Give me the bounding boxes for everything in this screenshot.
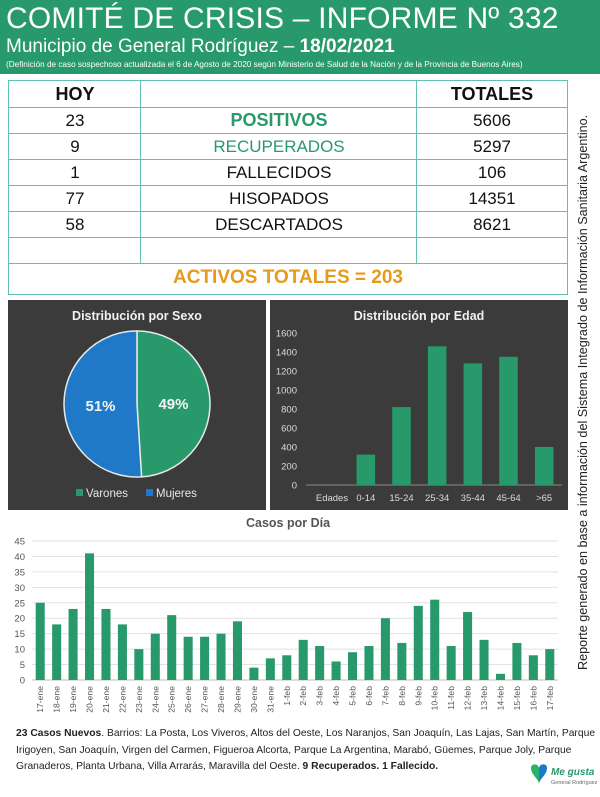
- legend-swatch-varones: [76, 489, 83, 496]
- daily-bar-11-feb: [447, 646, 456, 680]
- hisopados-label: HISOPADOS: [229, 189, 329, 208]
- age-bar-15-24: [392, 407, 411, 485]
- daily-bar-12-feb: [463, 612, 472, 680]
- daily-ytick-label: 0: [19, 675, 25, 687]
- daily-xtick-label: 10-feb: [429, 686, 440, 711]
- source-note-text: Reporte generado en base a información del Sistema Integrado de Información Sanitaria Argentino.: [576, 114, 590, 670]
- daily-xtick-label: 31-ene: [265, 686, 276, 713]
- daily-bar-3-feb: [315, 646, 324, 680]
- fallecidos-total: 106: [477, 163, 507, 182]
- age-bar-35-44: [464, 363, 483, 485]
- daily-bar-17-ene: [36, 603, 45, 680]
- recuperados-total: 5297: [473, 137, 511, 156]
- recuperados-hoy: 9: [70, 137, 80, 156]
- table-divider: [9, 107, 567, 108]
- logo-text: Me gusta: [551, 767, 595, 778]
- daily-bar-24-ene: [151, 634, 160, 680]
- daily-cases-panel: [8, 512, 568, 722]
- daily-bar-17-feb: [545, 649, 554, 680]
- recuperados-label: RECUPERADOS: [213, 137, 345, 156]
- daily-ytick-label: 5: [19, 660, 25, 672]
- recuperados-fallecido: 9 Recuperados. 1 Fallecido.: [302, 761, 439, 773]
- table-divider: [9, 159, 567, 160]
- daily-xtick-label: 23-ene: [133, 686, 144, 713]
- daily-xtick-label: 11-feb: [446, 686, 457, 710]
- daily-bar-23-ene: [134, 649, 143, 680]
- totales-header: TOTALES: [450, 84, 534, 104]
- daily-ytick-label: 10: [14, 644, 25, 656]
- age-x-axis-label: Edades: [315, 493, 349, 504]
- daily-xtick-label: 4-feb: [331, 686, 342, 706]
- table-divider: [9, 237, 567, 238]
- daily-xtick-label: 2-feb: [298, 686, 309, 706]
- descartados-hoy: 58: [65, 215, 85, 234]
- daily-bar-13-feb: [480, 640, 489, 680]
- fallecidos-hoy: 1: [70, 163, 80, 182]
- age-bar-25-34: [428, 346, 447, 485]
- daily-xtick-label: 18-ene: [51, 686, 62, 713]
- table-divider: [9, 263, 567, 264]
- sex-pie-chart: [8, 300, 266, 510]
- daily-bar-chart: [8, 512, 568, 722]
- positivos-hoy: 23: [65, 111, 85, 130]
- daily-xtick-label: 16-feb: [528, 686, 539, 711]
- activos-totales: ACTIVOS TOTALES = 203: [173, 267, 403, 288]
- daily-xtick-label: 30-ene: [248, 686, 259, 713]
- stats-table: [8, 80, 568, 295]
- daily-bar-19-ene: [69, 609, 78, 680]
- daily-bar-21-ene: [101, 609, 110, 680]
- report-date: 18/02/2021: [299, 36, 395, 57]
- age-bar-0-14: [357, 455, 376, 485]
- table-divider: [9, 185, 567, 186]
- age-xtick-label: 35-44: [460, 493, 485, 504]
- sex-chart-title: Distribución por Sexo: [72, 309, 202, 323]
- positivos-label: POSITIVOS: [230, 110, 328, 130]
- age-ytick-label: 200: [281, 461, 297, 473]
- daily-xtick-label: 3-feb: [314, 686, 325, 706]
- age-ytick-label: 1200: [275, 366, 297, 378]
- age-bar-chart: [270, 300, 568, 510]
- fallecidos-label: FALLECIDOS: [226, 163, 332, 182]
- age-ytick-label: 0: [291, 480, 297, 492]
- daily-bar-9-feb: [414, 606, 423, 680]
- hisopados-total: 14351: [468, 189, 516, 208]
- daily-xtick-label: 15-feb: [511, 686, 522, 711]
- daily-bar-26-ene: [184, 637, 193, 680]
- daily-ytick-label: 15: [14, 629, 25, 641]
- age-xtick-label: 15-24: [389, 493, 414, 504]
- daily-bar-14-feb: [496, 674, 505, 680]
- daily-bar-28-ene: [217, 634, 226, 680]
- daily-bar-30-ene: [249, 668, 258, 680]
- age-ytick-label: 1600: [275, 328, 297, 340]
- age-ytick-label: 600: [281, 423, 297, 435]
- daily-xtick-label: 5-feb: [347, 686, 358, 706]
- daily-ytick-label: 30: [14, 582, 25, 594]
- daily-bar-18-ene: [52, 624, 61, 680]
- daily-xtick-label: 19-ene: [68, 686, 79, 713]
- casos-nuevos-label: 23 Casos Nuevos: [16, 728, 102, 739]
- age-ytick-label: 1400: [275, 347, 297, 359]
- age-ytick-label: 800: [281, 404, 297, 416]
- daily-bar-31-ene: [266, 658, 275, 680]
- daily-xtick-label: 14-feb: [495, 686, 506, 711]
- header-banner: [0, 0, 600, 74]
- daily-xtick-label: 27-ene: [199, 686, 210, 713]
- report-title: COMITÉ DE CRISIS – INFORME Nº 332: [6, 2, 559, 35]
- daily-xtick-label: 7-feb: [380, 686, 391, 706]
- footer-text: [16, 726, 596, 776]
- daily-bar-8-feb: [397, 643, 406, 680]
- hoy-header: HOY: [55, 84, 95, 104]
- daily-bar-20-ene: [85, 553, 94, 680]
- daily-bar-10-feb: [430, 600, 439, 680]
- table-divider: [9, 133, 567, 134]
- daily-bar-5-feb: [348, 652, 357, 680]
- daily-bar-16-feb: [529, 655, 538, 680]
- daily-xtick-label: 21-ene: [100, 686, 111, 713]
- daily-xtick-label: 6-feb: [363, 686, 374, 706]
- daily-ytick-label: 35: [14, 567, 25, 579]
- daily-bar-22-ene: [118, 624, 127, 680]
- daily-ytick-label: 25: [14, 598, 25, 610]
- logo-subtext: General Rodríguez: [551, 780, 597, 786]
- age-xtick-label: 25-34: [425, 493, 450, 504]
- daily-xtick-label: 12-feb: [462, 686, 473, 711]
- age-distribution-panel: [270, 300, 568, 510]
- descartados-label: DESCARTADOS: [215, 215, 343, 234]
- daily-bar-6-feb: [364, 646, 373, 680]
- age-xtick-label: >65: [536, 493, 553, 504]
- daily-xtick-label: 28-ene: [216, 686, 227, 713]
- age-chart-title: Distribución por Edad: [353, 309, 485, 323]
- age-ytick-label: 1000: [275, 385, 297, 397]
- daily-bar-1-feb: [282, 655, 291, 680]
- daily-xtick-label: 20-ene: [84, 686, 95, 713]
- hisopados-hoy: 77: [65, 189, 85, 208]
- daily-bar-15-feb: [512, 643, 521, 680]
- daily-bar-27-ene: [200, 637, 209, 680]
- daily-chart-title: Casos por Día: [245, 516, 331, 530]
- daily-xtick-label: 24-ene: [150, 686, 161, 713]
- daily-ytick-label: 20: [14, 613, 25, 625]
- pie-label-mujeres: 51%: [85, 398, 116, 416]
- age-xtick-label: 45-64: [496, 493, 521, 504]
- age-bar-45-64: [499, 357, 518, 485]
- legend-label-varones: Varones: [86, 488, 128, 500]
- positivos-total: 5606: [473, 111, 511, 130]
- legend-label-mujeres: Mujeres: [156, 488, 197, 500]
- daily-xtick-label: 9-feb: [413, 686, 424, 706]
- table-divider: [9, 211, 567, 212]
- barrios-list: . Barrios: La Posta, Los Viveros, Altos del Oeste, Los Naranjos, San Joaquín, Las Lajas, San Martín, Parque Irigoyen, San Joaquín, Virgen del Carmen, Figueroa Alcorta, Parque La Argentina, Marabó, Güemes, Parque Joly, Parque Granaderos, Planta Urbana, Villa Arrarás, Maravilla del Oeste.: [16, 728, 596, 773]
- me-gusta-logo: [527, 762, 597, 792]
- daily-xtick-label: 1-feb: [281, 686, 292, 706]
- age-ytick-label: 400: [281, 442, 297, 454]
- age-bar->65: [535, 447, 554, 485]
- daily-xtick-label: 8-feb: [396, 686, 407, 706]
- daily-bar-29-ene: [233, 621, 242, 680]
- report-subtitle: [6, 36, 395, 58]
- municipio-name: Municipio de General Rodríguez –: [6, 36, 300, 57]
- daily-bar-7-feb: [381, 618, 390, 680]
- sex-distribution-panel: [8, 300, 266, 510]
- daily-xtick-label: 17-feb: [544, 686, 555, 711]
- daily-xtick-label: 25-ene: [166, 686, 177, 713]
- descartados-total: 8621: [473, 215, 511, 234]
- daily-xtick-label: 13-feb: [479, 686, 490, 711]
- age-xtick-label: 0-14: [356, 493, 376, 504]
- daily-xtick-label: 17-ene: [35, 686, 46, 713]
- daily-bar-4-feb: [332, 661, 341, 680]
- daily-xtick-label: 26-ene: [183, 686, 194, 713]
- daily-xtick-label: 22-ene: [117, 686, 128, 713]
- daily-ytick-label: 45: [14, 536, 25, 548]
- daily-bar-2-feb: [299, 640, 308, 680]
- daily-bar-25-ene: [167, 615, 176, 680]
- daily-ytick-label: 40: [14, 551, 25, 563]
- source-note: [574, 80, 596, 680]
- definition-note: (Definición de caso sospechoso actualizada el 6 de Agosto de 2020 según Ministerio de Salud de la Nación y de la Provincia de Buenos Aires): [6, 60, 523, 69]
- legend-swatch-mujeres: [146, 489, 153, 496]
- daily-xtick-label: 29-ene: [232, 686, 243, 713]
- pie-label-varones: 49%: [158, 395, 189, 413]
